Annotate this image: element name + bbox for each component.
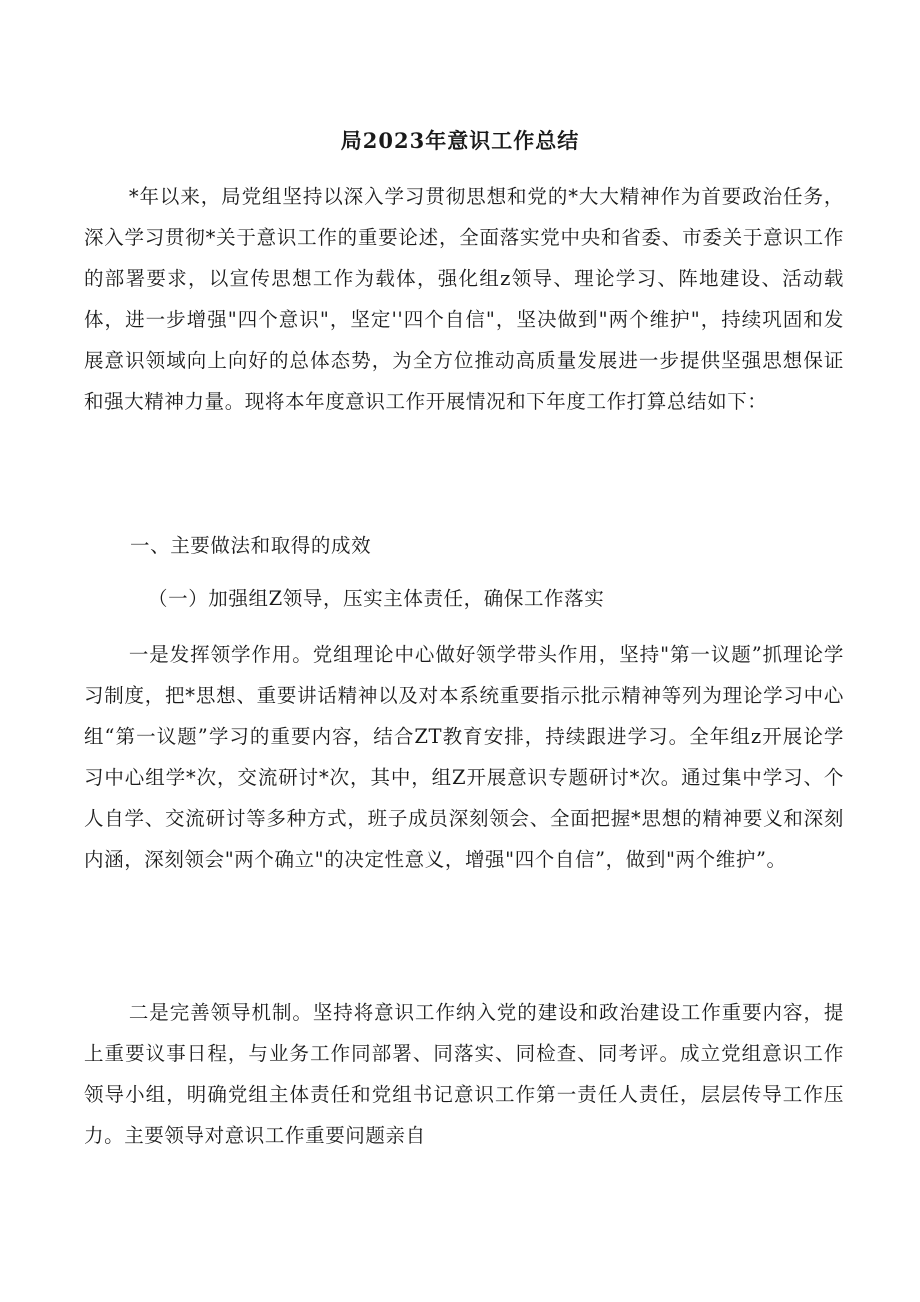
point-two-paragraph: 二是完善领导机制。坚持将意识工作纳入党的建设和政治建设工作重要内容，提上重要议事日程，与业务工作同部署、同落实、同检查、同考评。成立党组意识工作领导小组，明确党组主体责任和党组书记意识工作第一责任人责任，层层传导工作压力。主要领导对意识工作重要问题亲自 xyxy=(84,1001,844,1147)
point-one-paragraph: 一是发挥领学作用。党组理论中心做好领学带头作用，坚持"第一议题”抓理论学习制度，把*思想、重要讲话精神以及对本系统重要指示批示精神等列为理论学习中心组“第一议题”学习的重要内容，结合ZT教育安排，持续跟进学习。全年组z开展论学习中心组学*次，交流研讨*次，其中，组Z开展意识专题研讨*次。通过集中学习、个人自学、交流研讨等多种方式，班子成员深刻领会、全面把握*思想的精神要义和深刻内涵，深刻领会"两个确立"的决定性意义，增强"四个自信”，做到"两个维护”。 xyxy=(84,643,844,871)
subsection-heading: （一）加强组Z领导，压实主体责任，确保工作落实 xyxy=(148,587,605,610)
intro-paragraph: *年以来，局党组坚持以深入学习贯彻思想和党的*大大精神作为首要政治任务，深入学习贯彻*关于意识工作的重要论述，全面落实党中央和省委、市委关于意识工作的部署要求，以宣传思想工作为载体，强化组z领导、理论学习、阵地建设、活动载体，进一步增强"四个意识"，坚定''四个自信"，坚决做到"两个维护"，持续巩固和发展意识领域向上向好的总体态势，为全方位推动高质量发展进一步提供坚强思想保证和强大精神力量。现将本年度意识工作开展情况和下年度工作打算总结如下： xyxy=(84,185,844,413)
section-heading: 一、主要做法和取得的成效 xyxy=(130,534,372,557)
document-title: 局2023年意识工作总结 xyxy=(340,128,580,153)
